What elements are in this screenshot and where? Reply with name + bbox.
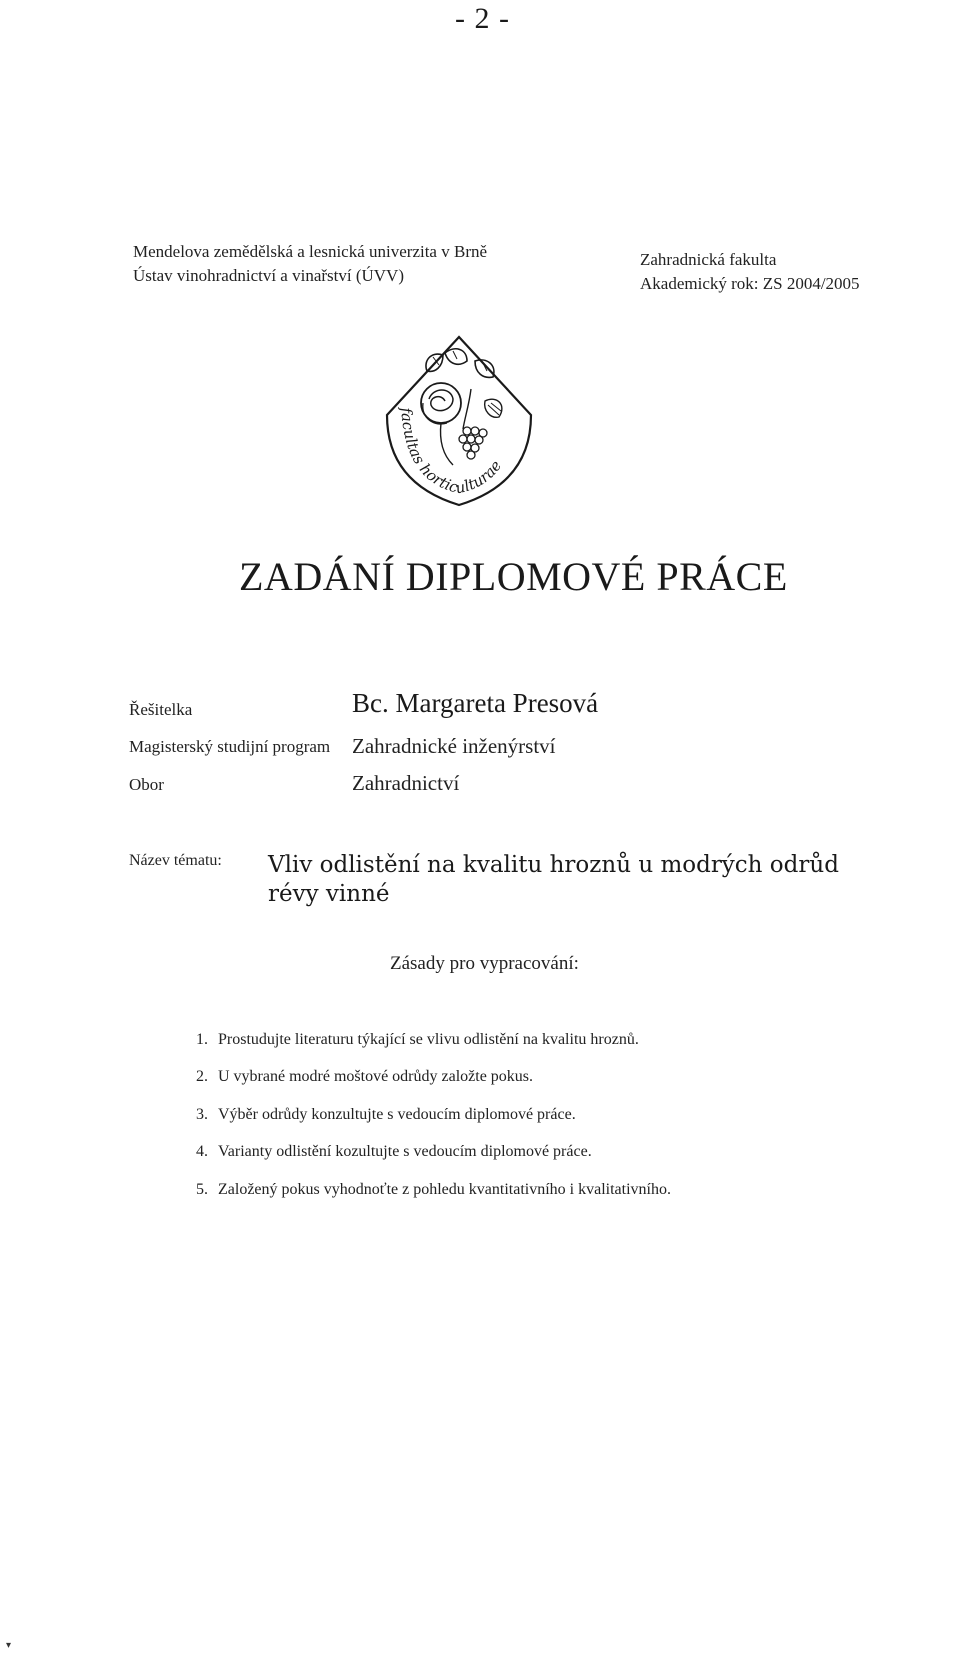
principle-item [196, 1031, 639, 1049]
institute-name: Ústav vinohradnictví a vinařství (ÚVV) [133, 266, 404, 285]
field-value-program: Zahradnické inženýrství [352, 734, 556, 758]
principle-number: 3. [196, 1106, 208, 1123]
topic-label: Název tématu: [129, 852, 222, 869]
principle-text: Výběr odrůdy konzultujte s vedoucím diplomové práce. [218, 1106, 576, 1123]
document-title: ZADÁNÍ DIPLOMOVÉ PRÁCE [239, 554, 788, 599]
field-value-student: Bc. Margareta Presová [352, 688, 599, 718]
principle-item [196, 1181, 671, 1199]
field-value-specialization: Zahradnictví [352, 771, 460, 795]
faculty-header [640, 248, 860, 296]
page-number: - 2 - [455, 2, 510, 35]
principle-number: 4. [196, 1143, 208, 1160]
field-label-specialization: Obor [129, 775, 164, 794]
academic-year: Akademický rok: ZS 2004/2005 [640, 274, 860, 293]
scan-mark: ▾ [6, 1640, 12, 1651]
principle-item [196, 1143, 592, 1161]
principle-number: 1. [196, 1031, 208, 1048]
svg-text:facultas horticulturae: facultas horticulturae [397, 407, 506, 498]
principle-text: Varianty odlistění kozultujte s vedoucím diplomové práce. [218, 1143, 592, 1160]
principle-number: 2. [196, 1068, 208, 1085]
principle-number: 5. [196, 1181, 208, 1198]
principle-item [196, 1106, 576, 1124]
principle-text: Prostudujte literaturu týkající se vlivu odlistění na kvalitu hroznů. [218, 1031, 639, 1048]
principles-heading: Zásady pro vypracování: [390, 953, 579, 974]
faculty-name: Zahradnická fakulta [640, 250, 777, 269]
university-name: Mendelova zemědělská a lesnická univerzita v Brně [133, 242, 488, 261]
field-label-student: Řešitelka [129, 700, 193, 719]
principle-text: U vybrané modré moštové odrůdy založte pokus. [218, 1068, 534, 1085]
faculty-logo [383, 333, 535, 509]
principle-text: Založený pokus vyhodnoťte z pohledu kvantitativního i kvalitativního. [218, 1181, 671, 1198]
principle-item [196, 1068, 533, 1086]
field-label-program: Magisterský studijní program [129, 737, 331, 756]
topic-title: Vliv odlistění na kvalitu hroznů u modrých odrůd révy vinné [268, 852, 839, 907]
university-header [133, 240, 487, 288]
faculty-seal-graphic [383, 333, 535, 509]
